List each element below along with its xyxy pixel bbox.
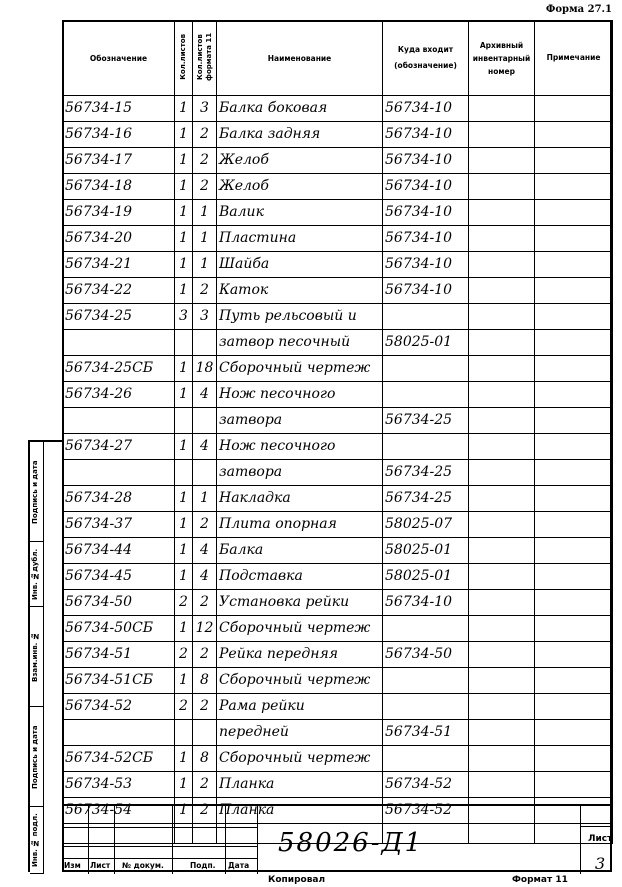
table-row <box>63 174 613 200</box>
cell-parent <box>383 304 469 330</box>
cell-parent: 56734-10 <box>383 278 469 304</box>
cell-sheets: 1 <box>175 122 193 148</box>
table-body <box>63 96 613 844</box>
cell-note <box>535 356 613 382</box>
cell-note <box>535 460 613 486</box>
table-row <box>63 460 613 486</box>
cell-sheets: 1 <box>175 772 193 798</box>
cell-note <box>535 200 613 226</box>
cell-sheets-f11: 2 <box>193 512 217 538</box>
cell-note <box>535 304 613 330</box>
cell-name: затвора <box>217 460 383 486</box>
cell-note <box>535 382 613 408</box>
cell-sheets-f11: 18 <box>193 356 217 382</box>
cell-parent: 56734-25 <box>383 486 469 512</box>
cell-sheets: 2 <box>175 694 193 720</box>
cell-parent: 56734-10 <box>383 590 469 616</box>
cell-archive <box>469 122 535 148</box>
document-code: 58026-Д1 <box>278 828 424 858</box>
cell-sheets-f11: 2 <box>193 148 217 174</box>
cell-sheets: 1 <box>175 278 193 304</box>
side-cell-podpis-data-top <box>30 442 44 542</box>
table-row <box>63 356 613 382</box>
cell-name: Нож песочного <box>217 434 383 460</box>
table-row <box>63 252 613 278</box>
cell-name: Пластина <box>217 226 383 252</box>
cell-name: Валик <box>217 200 383 226</box>
cell-name: Сборочный чертеж <box>217 356 383 382</box>
table-row <box>63 486 613 512</box>
cell-archive <box>469 330 535 356</box>
cell-code: 56734-18 <box>63 174 175 200</box>
cell-code <box>63 330 175 356</box>
cell-parent: 56734-10 <box>383 148 469 174</box>
cell-sheets-f11: 1 <box>193 486 217 512</box>
cell-code: 56734-51СБ <box>63 668 175 694</box>
sheet-number: 3 <box>595 854 606 873</box>
cell-note <box>535 772 613 798</box>
side-label-inv-dubl: Инв. №дубл. <box>31 548 39 601</box>
cell-note <box>535 330 613 356</box>
cell-name: Планка <box>217 798 383 824</box>
cell-sheets: 1 <box>175 382 193 408</box>
cell-sheets-f11: 8 <box>193 668 217 694</box>
cell-sheets: 2 <box>175 642 193 668</box>
cell-parent <box>383 434 469 460</box>
cell-note <box>535 512 613 538</box>
cell-sheets-f11: 8 <box>193 746 217 772</box>
cell-name: Сборочный чертеж <box>217 746 383 772</box>
table-row <box>63 616 613 642</box>
cell-name: Желоб <box>217 148 383 174</box>
cell-parent <box>383 616 469 642</box>
cell-code: 56734-26 <box>63 382 175 408</box>
tb-list: Лист <box>90 861 111 870</box>
cell-parent <box>383 356 469 382</box>
side-label-podpis-data-top: Подпись и дата <box>31 460 39 524</box>
cell-archive <box>469 720 535 746</box>
cell-code: 56734-21 <box>63 252 175 278</box>
cell-sheets <box>175 720 193 746</box>
cell-name: Сборочный чертеж <box>217 616 383 642</box>
side-stamp <box>28 440 62 872</box>
cell-code: 56734-52СБ <box>63 746 175 772</box>
cell-parent <box>383 694 469 720</box>
cell-code: 56734-50СБ <box>63 616 175 642</box>
cell-parent: 56734-10 <box>383 96 469 122</box>
cell-note <box>535 486 613 512</box>
cell-code: 56734-52 <box>63 694 175 720</box>
cell-parent: 58025-01 <box>383 564 469 590</box>
cell-archive <box>469 252 535 278</box>
cell-code: 56734-25 <box>63 304 175 330</box>
cell-note <box>535 122 613 148</box>
cell-name: Нож песочного <box>217 382 383 408</box>
table-row <box>63 642 613 668</box>
cell-code: 56734-44 <box>63 538 175 564</box>
cell-archive <box>469 642 535 668</box>
cell-archive <box>469 434 535 460</box>
cell-code: 56734-50 <box>63 590 175 616</box>
tb-podp: Подп. <box>190 861 216 870</box>
cell-sheets-f11 <box>193 408 217 434</box>
cell-sheets-f11: 4 <box>193 564 217 590</box>
cell-name: Путь рельсовый и <box>217 304 383 330</box>
table-row <box>63 408 613 434</box>
table-row <box>63 330 613 356</box>
cell-note <box>535 148 613 174</box>
cell-parent: 56734-52 <box>383 798 469 824</box>
cell-note <box>535 746 613 772</box>
table-row <box>63 720 613 746</box>
cell-name: Рейка передняя <box>217 642 383 668</box>
cell-archive <box>469 668 535 694</box>
table-row <box>63 564 613 590</box>
cell-sheets: 1 <box>175 174 193 200</box>
cell-archive <box>469 564 535 590</box>
cell-sheets-f11: 4 <box>193 538 217 564</box>
cell-code: 56734-17 <box>63 148 175 174</box>
cell-sheets-f11: 3 <box>193 304 217 330</box>
cell-sheets <box>175 408 193 434</box>
header-oboznachenie: Обозначение <box>63 21 175 96</box>
cell-parent: 56734-51 <box>383 720 469 746</box>
kopiroval-label: Копировал <box>268 875 326 885</box>
header-kuda-vhodit: Куда входит (обозначение) <box>383 21 469 96</box>
cell-sheets: 1 <box>175 538 193 564</box>
cell-note <box>535 252 613 278</box>
cell-sheets-f11: 2 <box>193 798 217 824</box>
cell-note <box>535 174 613 200</box>
cell-archive <box>469 772 535 798</box>
cell-sheets: 1 <box>175 252 193 278</box>
cell-sheets-f11: 1 <box>193 200 217 226</box>
format-label: Формат 11 <box>512 875 568 885</box>
cell-note <box>535 616 613 642</box>
cell-name: Накладка <box>217 486 383 512</box>
cell-sheets-f11: 1 <box>193 252 217 278</box>
cell-archive <box>469 174 535 200</box>
specification-table <box>62 20 613 844</box>
cell-sheets <box>175 330 193 356</box>
cell-name: Балка <box>217 538 383 564</box>
table-row <box>63 694 613 720</box>
cell-code <box>63 408 175 434</box>
cell-parent: 56734-25 <box>383 408 469 434</box>
cell-name: Рама рейки <box>217 694 383 720</box>
cell-sheets-f11 <box>193 460 217 486</box>
cell-archive <box>469 460 535 486</box>
cell-sheets: 1 <box>175 356 193 382</box>
table-row <box>63 772 613 798</box>
cell-parent <box>383 746 469 772</box>
cell-name: Шайба <box>217 252 383 278</box>
cell-archive <box>469 512 535 538</box>
cell-note <box>535 408 613 434</box>
side-cell-inv-dubl <box>30 542 44 607</box>
table-header-row <box>63 21 613 96</box>
table-row <box>63 200 613 226</box>
cell-sheets: 3 <box>175 304 193 330</box>
cell-parent: 56734-10 <box>383 252 469 278</box>
cell-name: передней <box>217 720 383 746</box>
cell-note <box>535 590 613 616</box>
cell-parent: 58025-01 <box>383 330 469 356</box>
header-primechanie: Примечание <box>535 21 613 96</box>
cell-sheets-f11 <box>193 330 217 356</box>
cell-name: Сборочный чертеж <box>217 668 383 694</box>
tb-data: Дата <box>228 861 250 870</box>
header-kol-listov-f11: Кол.листов формата 11 <box>193 21 217 96</box>
sheet-label: Лист <box>588 834 613 844</box>
cell-code: 56734-53 <box>63 772 175 798</box>
cell-name: Желоб <box>217 174 383 200</box>
cell-sheets: 1 <box>175 148 193 174</box>
cell-note <box>535 564 613 590</box>
side-label-inv-podl: Инв. № подл. <box>31 813 39 868</box>
cell-archive <box>469 148 535 174</box>
cell-code: 56734-51 <box>63 642 175 668</box>
cell-parent <box>383 668 469 694</box>
cell-code: 56734-25СБ <box>63 356 175 382</box>
cell-name: Установка рейки <box>217 590 383 616</box>
cell-archive <box>469 486 535 512</box>
cell-archive <box>469 538 535 564</box>
cell-sheets: 1 <box>175 434 193 460</box>
cell-name: Балка боковая <box>217 96 383 122</box>
cell-code <box>63 460 175 486</box>
cell-name: Плита опорная <box>217 512 383 538</box>
cell-parent: 56734-25 <box>383 460 469 486</box>
cell-code: 56734-54 <box>63 798 175 824</box>
cell-note <box>535 278 613 304</box>
cell-sheets-f11: 1 <box>193 226 217 252</box>
form-label: Форма 27.1 <box>545 4 612 15</box>
cell-note <box>535 434 613 460</box>
cell-parent: 58025-01 <box>383 538 469 564</box>
cell-note <box>535 226 613 252</box>
cell-parent: 56734-10 <box>383 122 469 148</box>
side-cell-inv-podl <box>30 807 44 874</box>
cell-code: 56734-45 <box>63 564 175 590</box>
cell-code: 56734-15 <box>63 96 175 122</box>
table-row <box>63 148 613 174</box>
table-row <box>63 382 613 408</box>
cell-sheets <box>175 460 193 486</box>
cell-parent: 56734-10 <box>383 200 469 226</box>
cell-archive <box>469 382 535 408</box>
cell-sheets: 1 <box>175 200 193 226</box>
cell-archive <box>469 278 535 304</box>
header-arhivny: Архивный инвентарный номер <box>469 21 535 96</box>
cell-sheets: 1 <box>175 746 193 772</box>
cell-name: Каток <box>217 278 383 304</box>
cell-name: Балка задняя <box>217 122 383 148</box>
side-label-podpis-data-bottom: Подпись и дата <box>31 725 39 789</box>
cell-parent: 56734-50 <box>383 642 469 668</box>
cell-sheets-f11: 2 <box>193 590 217 616</box>
cell-sheets: 1 <box>175 564 193 590</box>
cell-archive <box>469 616 535 642</box>
cell-code: 56734-27 <box>63 434 175 460</box>
table-row <box>63 746 613 772</box>
cell-name: Подставка <box>217 564 383 590</box>
cell-archive <box>469 226 535 252</box>
table-row <box>63 226 613 252</box>
cell-sheets-f11: 2 <box>193 174 217 200</box>
cell-sheets: 1 <box>175 486 193 512</box>
cell-sheets-f11: 4 <box>193 434 217 460</box>
cell-sheets-f11: 4 <box>193 382 217 408</box>
cell-sheets: 1 <box>175 616 193 642</box>
cell-code: 56734-22 <box>63 278 175 304</box>
table-row <box>63 434 613 460</box>
cell-archive <box>469 96 535 122</box>
cell-parent: 58025-07 <box>383 512 469 538</box>
cell-parent: 56734-52 <box>383 772 469 798</box>
cell-name: затвор песочный <box>217 330 383 356</box>
cell-archive <box>469 590 535 616</box>
cell-sheets-f11: 12 <box>193 616 217 642</box>
cell-code: 56734-20 <box>63 226 175 252</box>
cell-parent: 56734-10 <box>383 226 469 252</box>
side-label-vzam-inv: Взам.инв. № <box>31 632 39 682</box>
table-row <box>63 590 613 616</box>
cell-code <box>63 720 175 746</box>
cell-archive <box>469 746 535 772</box>
cell-sheets-f11: 2 <box>193 642 217 668</box>
tb-izm: Изм <box>64 861 81 870</box>
cell-sheets: 1 <box>175 96 193 122</box>
table-row <box>63 668 613 694</box>
cell-sheets-f11: 2 <box>193 122 217 148</box>
table-row <box>63 538 613 564</box>
cell-sheets: 1 <box>175 668 193 694</box>
side-cell-vzam-inv <box>30 607 44 707</box>
cell-sheets-f11 <box>193 720 217 746</box>
cell-archive <box>469 694 535 720</box>
cell-sheets-f11: 2 <box>193 772 217 798</box>
cell-archive <box>469 356 535 382</box>
table-row <box>63 122 613 148</box>
cell-sheets-f11: 3 <box>193 96 217 122</box>
cell-code: 56734-28 <box>63 486 175 512</box>
cell-note <box>535 694 613 720</box>
cell-note <box>535 720 613 746</box>
cell-sheets: 1 <box>175 226 193 252</box>
cell-code: 56734-16 <box>63 122 175 148</box>
cell-parent <box>383 382 469 408</box>
table-row <box>63 304 613 330</box>
cell-code: 56734-19 <box>63 200 175 226</box>
cell-sheets-f11: 2 <box>193 694 217 720</box>
cell-note <box>535 96 613 122</box>
cell-parent: 56734-10 <box>383 174 469 200</box>
cell-note <box>535 642 613 668</box>
cell-archive <box>469 408 535 434</box>
cell-name: Планка <box>217 772 383 798</box>
cell-note <box>535 538 613 564</box>
cell-name: затвора <box>217 408 383 434</box>
table-row <box>63 96 613 122</box>
cell-sheets: 1 <box>175 512 193 538</box>
cell-archive <box>469 200 535 226</box>
tb-n-dokum: № докум. <box>122 861 164 870</box>
table-row <box>63 278 613 304</box>
cell-sheets: 1 <box>175 798 193 824</box>
cell-archive <box>469 304 535 330</box>
header-naimenovanie: Наименование <box>217 21 383 96</box>
cell-code: 56734-37 <box>63 512 175 538</box>
table-row <box>63 512 613 538</box>
header-kol-listov: Кол.листов <box>175 21 193 96</box>
cell-note <box>535 668 613 694</box>
cell-sheets-f11: 2 <box>193 278 217 304</box>
side-cell-podpis-data-bottom <box>30 707 44 807</box>
cell-sheets: 2 <box>175 590 193 616</box>
